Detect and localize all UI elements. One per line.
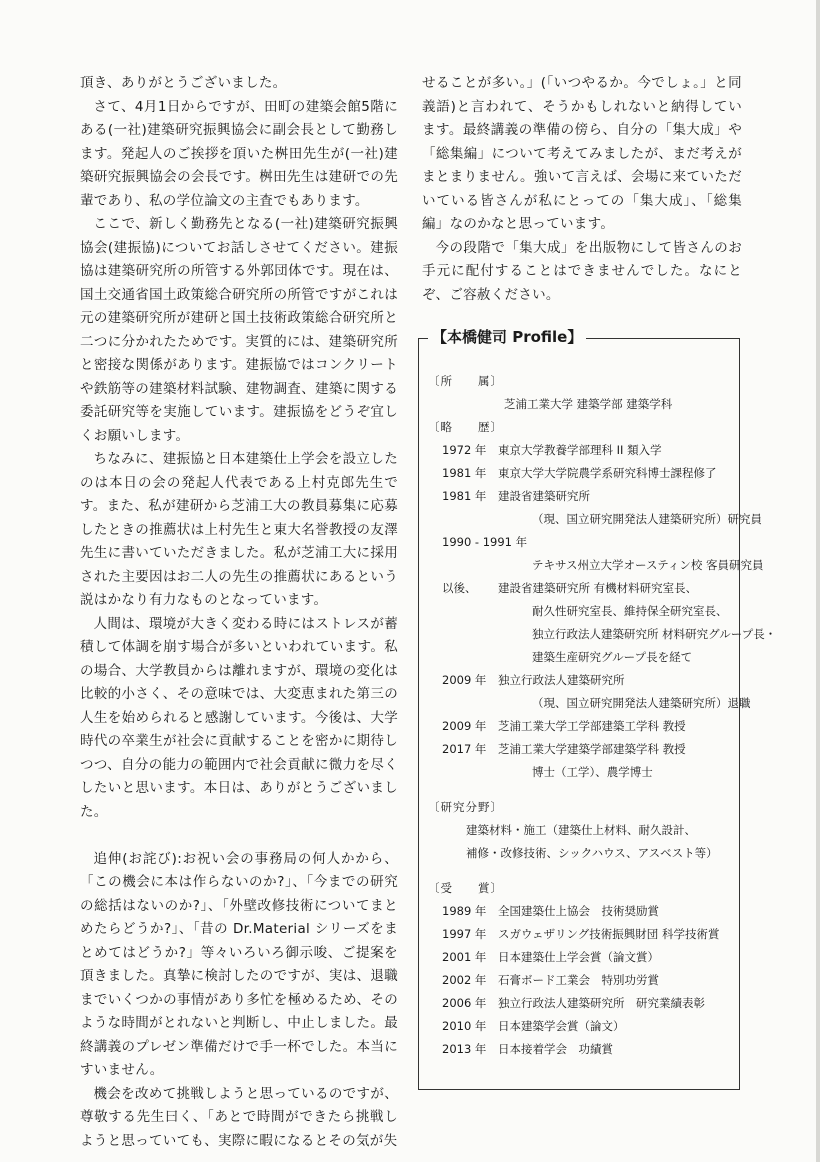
entry-text: 石膏ボード工業会 特別功労賞 [498,973,659,987]
entry-text: 博士（工学）、農学博士 [532,765,653,779]
entry-text: 独立行政法人建築研究所 材料研究グループ長・ [532,627,777,641]
entry-text: 日本建築学会賞（論文） [498,1019,625,1033]
career-entry [428,531,736,554]
entry-year [428,554,498,577]
entry-year: 2017 年 [442,742,487,756]
entry-year: 2006 年 [442,996,487,1010]
career-entry [428,669,736,692]
entry-text: （現、国立研究開発法人建築研究所）退職 [532,696,751,710]
award-entry [428,969,736,992]
career-heading: 〔略 歴〕 [428,420,503,434]
entry-year: 1972 年 [442,443,487,457]
entry-text: 独立行政法人建築研究所 研究業績表彰 [498,996,705,1010]
career-list [428,439,777,784]
left-column [80,72,398,1153]
career-entry [428,761,736,784]
entry-text: 日本建築仕上学会賞（論文賞） [498,950,659,964]
entry-year: 1981 年 [442,466,487,480]
postscript-paragraph: 追伸(お詫び):お祝い会の事務局の何人かから、「この機会に本は作らないのか?」、「今までの研究の総括はないのか?」、「外壁改修技術についてまとめたらどうか?」、「昔の Dr.Material シリーズをまとめてはどうか?」等々いろいろ御示唆、ご提案を頂きました。真摯に検討したのですが、実は、退職までいくつかの事情があり多忙を極めるため、そのような時間がとれないと判断し、中止しました。最終講義のプレゼン準備だけで手一杯でした。本当にすいません。 [80,850,398,1078]
career-entry [428,646,736,669]
entry-text: 日本接着学会 功績賞 [498,1042,613,1056]
entry-year: 1990 - 1991 年 [442,535,528,549]
entry-text: スガウェザリング技術振興財団 科学技術賞 [498,927,720,941]
career-entry [428,623,777,646]
career-entry [428,715,736,738]
entry-year [428,623,498,646]
award-entry [428,946,736,969]
career-entry [428,508,762,531]
award-entry [428,923,736,946]
entry-text: 建設省建築研究所 有機材料研究室長、 [498,581,698,595]
entry-text [527,531,736,554]
entry-year: 1981 年 [442,489,487,503]
profile-title: 【本橋健司 Profile】 [428,326,586,348]
entry-text: 芝浦工業大学工学部建築工学科 教授 [498,719,686,733]
research-field-line: 建築材料・施工（建築仕上材料、耐久設計、 [466,823,696,837]
entry-text: （現、国立研究開発法人建築研究所）研究員 [532,512,762,526]
paragraph: 人間は、環境が大きく変わる時にはストレスが蓄積して体調を崩す場合が多いといわれています。私の場合、大学教員からは離れますが、環境の変化は比較的小さく、その意味では、大変恵まれた第三の人生を始められると感謝しています。今後は、大学時代の卒業生が社会に貢献することを密かに期待しつつ、自分の能力の範囲内で社会貢献に微力を尽くしたいと思います。本日は、ありがとうございました。 [80,615,398,820]
career-entry [428,485,736,508]
affiliation-heading: 〔所 属〕 [428,374,503,388]
award-entry [428,1015,736,1038]
entry-year: 2002 年 [442,973,487,987]
entry-year: 2010 年 [442,1019,487,1033]
research-field-line: 補修・改修技術、シックハウス、アスベスト等） [466,846,718,860]
paragraph: さて、4月1日からですが、田町の建築会館5階にある(一社)建築研究振興協会に副会長として勤務します。発起人のご挨拶を頂いた桝田先生が(一社)建築研究振興協会の会長です。桝田先生は建研での先輩であり、私の学位論文の主査でもあります。 [80,98,398,209]
entry-year [428,600,498,623]
entry-year: 2013 年 [442,1042,487,1056]
career-entry [428,462,736,485]
entry-text: 建設省建築研究所 [498,489,590,503]
entry-year [428,761,498,784]
awards-heading: 〔受 賞〕 [428,881,503,895]
paragraph: 機会を改めて挑戦しようと思っているのですが、尊敬する先生曰く、「あとで時間ができたら挑戦しようと思っていても、実際に暇になるとその気が失 [80,1085,398,1149]
entry-text: 芝浦工業大学建築学部建築学科 教授 [498,742,686,756]
entry-year [428,692,498,715]
entry-text: 東京大学教養学部理科 II 類入学 [498,443,662,457]
right-column [422,72,742,307]
entry-text: 独立行政法人建築研究所 [498,673,625,687]
entry-year: 2001 年 [442,950,487,964]
research-field-heading: 〔研究分野〕 [428,800,503,814]
entry-text: 全国建築仕上協会 技術奨励賞 [498,904,659,918]
entry-year: 以後、 [442,581,477,595]
page-edge [816,0,820,1162]
entry-year: 2009 年 [442,719,487,733]
entry-text: 東京大学大学院農学系研究科博士課程修了 [498,466,717,480]
paragraph: せることが多い。」(「いつやるか。今でしょ。」と同義語)と言われて、そうかもしれないと納得しています。最終講義の準備の傍ら、自分の「集大成」や「総集編」について考えてみましたが、まだ考えがまとまりません。強いて言えば、会場に来ていただいている皆さんが私にとっての「集大成」、「総集編」なのかなと思っています。 [422,75,742,232]
entry-year [428,646,498,669]
paragraph: ちなみに、建振協と日本建築仕上学会を設立したのは本日の会の発起人代表である上村克郎先生です。また、私が建研から芝浦工大の教員募集に応募したときの推薦状は上村先生と東大名誉教授の友澤先生に書いていただきました。私が芝浦工大に採用された主要因はお二人の先生の推薦状にあるという説はかなり有力なものとなっています。 [80,451,398,608]
career-entry [428,577,736,600]
entry-year: 1989 年 [442,904,487,918]
entry-text: テキサス州立大学オースティン校 客員研究員 [532,558,764,572]
entry-text: 耐久性研究室長、維持保全研究室長、 [532,604,728,618]
paragraph: ここで、新しく勤務先となる(一社)建築研究振興協会(建振協)についてお話しさせてください。建振協は建築研究所の所管する外郭団体です。現在は、国土交通省国土政策総合研究所の所管ですがこれは元の建築研究所が建研と国土技術政策総合研究所と二つに分かれたためです。実質的には、建築研究所と密接な関係があります。建振協ではコンクリートや鉄筋等の建築材料試験、建物調査、建築に関する委託研究等を実施しています。建振協をどうぞ宜しくお願いします。 [80,216,398,444]
career-entry [428,600,736,623]
award-entry [428,1038,736,1061]
affiliation-text: 芝浦工業大学 建築学部 建築学科 [504,397,673,411]
entry-year [428,508,498,531]
entry-text: 建築生産研究グループ長を経て [532,650,693,664]
career-entry [428,439,736,462]
award-entry [428,992,736,1015]
entry-year: 1997 年 [442,927,487,941]
career-entry [428,692,751,715]
career-entry [428,554,764,577]
career-entry [428,738,736,761]
paragraph: 頂き、ありがとうございました。 [80,75,287,91]
profile-content [428,370,777,1061]
entry-year: 2009 年 [442,673,487,687]
awards-list [428,900,736,1061]
paragraph: 今の段階で「集大成」を出版物にして皆さんのお手元に配付することはできませんでした。なにとぞ、ご容赦ください。 [422,239,742,303]
award-entry [428,900,736,923]
